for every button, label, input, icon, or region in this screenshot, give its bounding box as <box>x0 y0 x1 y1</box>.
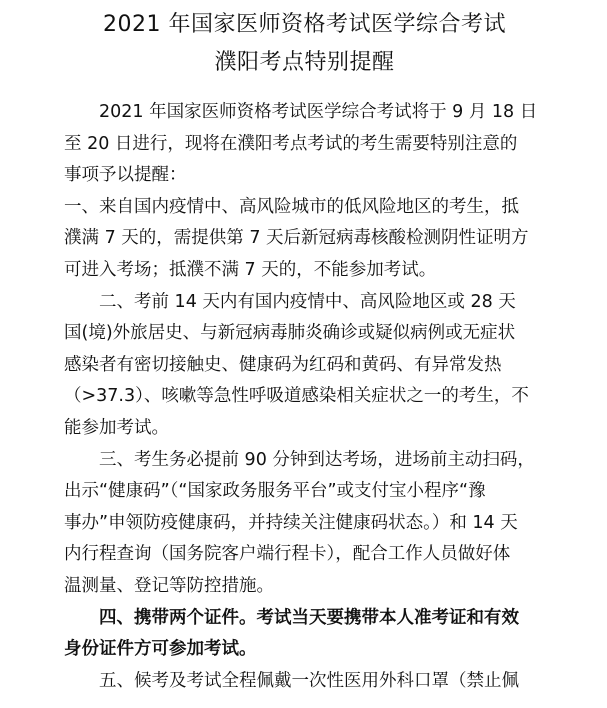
document-body <box>64 97 545 697</box>
text-line: 身份证件方可参加考试。 <box>64 639 257 660</box>
paragraph-item-1 <box>64 192 545 287</box>
text-line: 可进入考场；抵濮不满 7 天的，不能参加考试。 <box>64 259 437 280</box>
text-line: 至 20 日进行，现将在濮阳考点考试的考生需要特别注意的 <box>64 133 518 154</box>
text-line: 内行程查询（国务院客户端行程卡），配合工作人员做好体 <box>64 544 511 565</box>
text-line: 温测量、登记等防控措施。 <box>64 575 274 596</box>
text-line: 五、候考及考试全程佩戴一次性医用外科口罩（禁止佩 <box>99 670 519 691</box>
text-line: 出示“健康码”（“国家政务服务平台”或支付宝小程序“豫 <box>64 481 486 502</box>
text-line: 三、考生务必提前 90 分钟到达考场，进场前主动扫码， <box>99 449 535 470</box>
paragraph-item-5 <box>64 666 545 698</box>
title-line-2: 濮阳考点特别提醒 <box>214 50 395 75</box>
paragraph-item-3 <box>64 445 545 603</box>
paragraph-item-2 <box>64 287 545 445</box>
text-line: 2021 年国家医师资格考试医学综合考试将于 9 月 18 日 <box>99 102 538 122</box>
title-line-1: 2021 年国家医师资格考试医学综合考试 <box>103 12 506 37</box>
text-line: 四、携带两个证件。考试当天要携带本人准考证和有效 <box>99 607 519 628</box>
text-line: 二、考前 14 天内有国内疫情中、高风险地区或 28 天 <box>99 291 516 312</box>
text-line: 濮满 7 天的，需提供第 7 天后新冠病毒核酸检测阴性证明方 <box>64 228 529 249</box>
text-line: 能参加考试。 <box>64 417 169 438</box>
text-line: 感染者有密切接触史、健康码为红码和黄码、有异常发热 <box>64 354 502 375</box>
text-line: （>37.3）、咳嗽等急性呼吸道感染相关症状之一的考生，不 <box>64 386 529 407</box>
paragraph-intro <box>64 97 545 192</box>
text-line: 事办”申领防疫健康码，并持续关注健康码状态。）和 14 天 <box>64 512 518 533</box>
text-line: 一、来自国内疫情中、高风险城市的低风险地区的考生，抵 <box>64 196 519 217</box>
paragraph-item-4 <box>64 603 545 666</box>
text-line: 事项予以提醒： <box>64 165 187 186</box>
text-line: 国(境)外旅居史、与新冠病毒肺炎确诊或疑似病例或无症状 <box>64 323 516 344</box>
document-title <box>64 6 545 82</box>
